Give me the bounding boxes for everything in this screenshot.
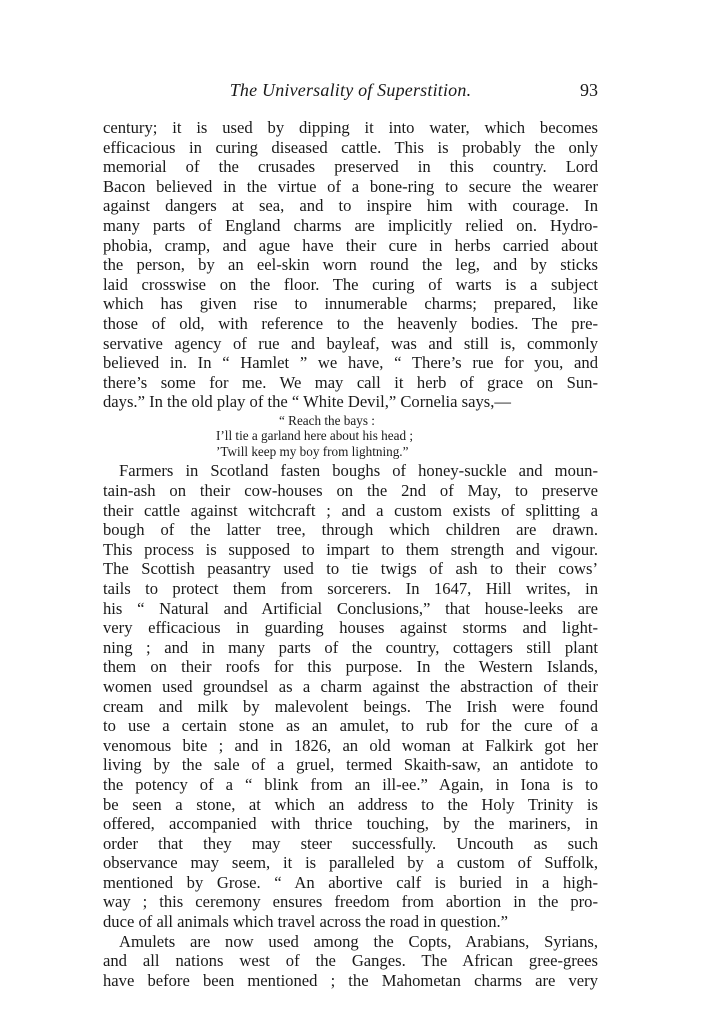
text-line: This process is supposed to impart to them strength and vigour. bbox=[103, 539, 598, 559]
text-line: ning ; and in many parts of the country, cottagers still plant bbox=[103, 637, 598, 657]
verse-quotation bbox=[103, 412, 598, 462]
page-header bbox=[103, 80, 598, 102]
text-line: tails to protect them from sorcerers. In 1647, Hill writes, in bbox=[103, 578, 598, 598]
text-line: many parts of England charms are implicitly relied on. Hydro- bbox=[103, 215, 598, 235]
text-line: Amulets are now used among the Copts, Arabians, Syrians, bbox=[119, 931, 598, 951]
text-line: there’s some for me. We may call it herb of grace on Sun- bbox=[103, 372, 598, 392]
text-line: order that they may steer successfully. Uncouth as such bbox=[103, 833, 598, 853]
text-line: the person, by an eel-skin worn round the leg, and by sticks bbox=[103, 255, 598, 275]
text-line: believed in. In “ Hamlet ” we have, “ There’s rue for you, and bbox=[103, 353, 598, 373]
text-line: be seen a stone, at which an address to the Holy Trinity is bbox=[103, 794, 598, 814]
verse-line: ’Twill keep my boy from lightning.” bbox=[216, 443, 409, 459]
paragraph-1 bbox=[103, 118, 598, 412]
text-line: Bacon believed in the virtue of a bone-ring to secure the wearer bbox=[103, 176, 598, 196]
text-line: way ; this ceremony ensures freedom from abortion in the pro- bbox=[103, 892, 598, 912]
text-line: and all nations west of the Ganges. The African gree-grees bbox=[103, 951, 598, 971]
text-line: their cattle against witchcraft ; and a custom exists of splitting a bbox=[103, 500, 598, 520]
verse-line: “ Reach the bays : bbox=[279, 412, 375, 428]
text-line: memorial of the crusades preserved in this country. Lord bbox=[103, 157, 598, 177]
text-line: century; it is used by dipping it into water, which becomes bbox=[103, 118, 598, 137]
text-line: days.” In the old play of the “ White Devil,” Cornelia says,— bbox=[103, 392, 511, 412]
text-line: which has given rise to innumerable charms; prepared, like bbox=[103, 294, 598, 314]
text-line: cream and milk by malevolent beings. The Irish were found bbox=[103, 696, 598, 716]
text-line: the potency of a “ blink from an ill-ee.” Again, in Iona is to bbox=[103, 774, 598, 794]
text-line: women used groundsel as a charm against the abstraction of their bbox=[103, 676, 598, 696]
text-line: very efficacious in guarding houses against storms and light- bbox=[103, 618, 598, 638]
page-body bbox=[103, 118, 598, 990]
page-number: 93 bbox=[580, 80, 598, 100]
running-title: The Universality of Superstition. bbox=[229, 80, 472, 100]
text-line: duce of all animals which travel across the road in question.” bbox=[103, 912, 509, 932]
text-line: against dangers at sea, and to inspire him with courage. In bbox=[103, 196, 598, 216]
text-line: have before been mentioned ; the Mahometan charms are very bbox=[103, 970, 598, 990]
text-line: offered, accompanied with thrice touching, by the mariners, in bbox=[103, 814, 598, 834]
text-line: phobia, cramp, and ague have their cure in herbs carried about bbox=[103, 235, 598, 255]
text-line: venomous bite ; and in 1826, an old woman at Falkirk got her bbox=[103, 735, 598, 755]
paragraph-2 bbox=[103, 461, 598, 931]
text-line: those of old, with reference to the heavenly bodies. The pre- bbox=[103, 313, 598, 333]
text-line: tain-ash on their cow-houses on the 2nd of May, to preserve bbox=[103, 481, 598, 500]
text-line: observance may seem, it is paralleled by a custom of Suffolk, bbox=[103, 853, 598, 873]
text-line: laid crosswise on the floor. The curing of warts is a subject bbox=[103, 274, 598, 294]
text-line: bough of the latter tree, through which children are drawn. bbox=[103, 520, 598, 540]
text-line: them on their roofs for this purpose. In the Western Islands, bbox=[103, 657, 598, 677]
text-line: mentioned by Grose. “ An abortive calf is buried in a high- bbox=[103, 872, 598, 892]
text-line: Farmers in Scotland fasten boughs of honey-suckle and moun- bbox=[119, 461, 598, 481]
text-line: efficacious in curing diseased cattle. This is probably the only bbox=[103, 137, 598, 157]
text-line: his “ Natural and Artificial Conclusions,” that house-leeks are bbox=[103, 598, 598, 618]
text-line: servative agency of rue and bayleaf, was and still is, commonly bbox=[103, 333, 598, 353]
text-line: to use a certain stone as an amulet, to rub for the cure of a bbox=[103, 716, 598, 736]
verse-line: I’ll tie a garland here about his head ; bbox=[216, 428, 414, 444]
text-line: living by the sale of a gruel, termed Skaith-saw, an antidote to bbox=[103, 755, 598, 775]
paragraph-3 bbox=[103, 932, 598, 991]
text-line: The Scottish peasantry used to tie twigs of ash to their cows’ bbox=[103, 559, 598, 579]
